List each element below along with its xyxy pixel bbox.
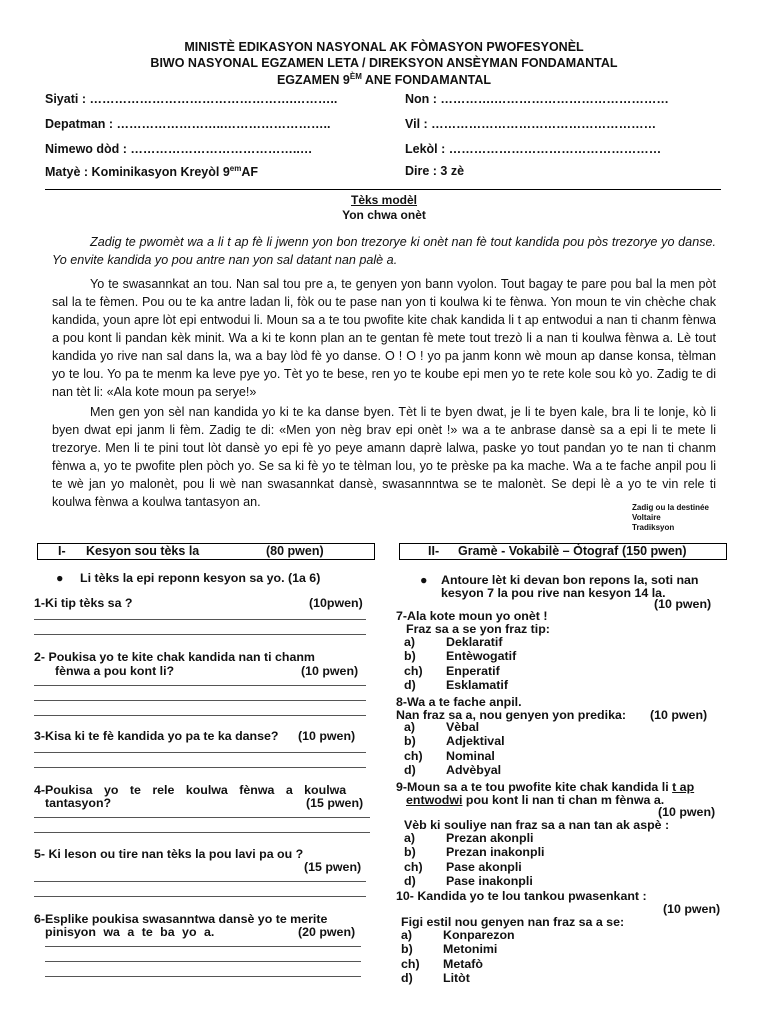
question-1: 1-Ki tip tèks sa ? [34, 596, 133, 610]
exam-title-sup: ÈM [349, 72, 362, 81]
question-8: 8-Wa a te fache anpil. [396, 695, 522, 709]
answer-line[interactable] [34, 832, 370, 833]
answer-line[interactable] [34, 619, 366, 620]
answer-option[interactable] [401, 942, 497, 957]
section-2-title: Gramè - Vokabilè – Òtograf [458, 544, 619, 558]
question-7: 7-Ala kote moun yo onèt ! [396, 609, 548, 623]
question-6-points: (20 pwen) [298, 925, 356, 939]
question-9-points: (10 pwen) [658, 805, 716, 819]
option-label: Esklamatif [446, 677, 508, 692]
option-label: Nominal [446, 748, 495, 763]
option-label: Deklaratif [446, 635, 503, 649]
answer-line[interactable] [34, 817, 370, 818]
option-label: Prezan akonpli [446, 831, 534, 845]
section-1-header [37, 543, 375, 560]
option-label: Konparezon [443, 928, 515, 942]
matye-a: Matyè : Kominikasyon Kreyòl 9 [45, 165, 230, 180]
source-title: Zadig ou la destinée [632, 503, 709, 512]
paragraph-2: Men gen yon sèl nan kandida yo ki te ka danse byen. Tèt li te byen dwat, je li te byen kale, bra li te lonje, kò li byen dwat epi janm li fèm. Zadig te di: «Men yon nèg brav epi onèt !» wa a te anbrase dansè sa a epi li te mete li trezorye. Men li te pini tout lòt dansè yo epi fè yo peye amann daprè lalwa, paske yo tout pandan yo te nan ti chanm fènwa a, yo te pwofite plen pòch yo. Se sa ki fè yo te tèlman lou, yo te prèske pa ka mache. Wa a te fache anpil pou li te wè jan yo malonèt, pou li wè nan swasannkat dansè, swasannntwa se te malonèt. Se depi lè a yo te vin rele ti koulwa fènwa a koulwa tantasyon an. [52, 405, 716, 509]
question-4: 4-Poukisa yo te rele koulwa fènwa a koulwa [34, 783, 347, 797]
option-letter: b) [404, 649, 416, 664]
answer-option[interactable] [404, 845, 544, 860]
paragraph-1: Yo te swasannkat an tou. Nan sal tou pre a, te genyen yon bann vyolon. Tout bagay te pare pou bal la men pòt sal la te fèmen. Pou ou te ka antre ladan li, fòk ou te pase nan yon ti koulwa ki te fènwa. Yon moun te vin chèche chak kandida, youn apre lòt epi entwodui li. Moun sa a te tou pwofite kite chak kandida li t ap entwodui a nan ti chanm fènwa a pou kont li pandan kèk minit. Wa a ki te konn plan an te gentan fè mete tout trezò li a nan ti koulwa fènwa a. Lè tout kandida yo rive nan sal dans la, wa a bay lòd fè yo danse. O ! O ! yo pa janm konn wè moun ap danse konsa, tèlman yo te lou. Yo pa te menm ka leve pye yo. Tèt yo te bese, ren yo te koube epi men yo te rete kole sou kò yo. Zadig te di nan tèt li: «Ala kote moun pa serye!» [52, 277, 716, 399]
option-letter: a) [404, 720, 416, 734]
option-letter: ch) [404, 859, 423, 874]
answer-line[interactable] [34, 685, 366, 686]
answer-line[interactable] [45, 961, 361, 962]
answer-option[interactable] [401, 928, 515, 943]
question-2: 2- Poukisa yo te kite chak kandida nan ti chanm [34, 650, 315, 664]
option-letter: b) [401, 942, 413, 957]
matye-sup: em [229, 164, 242, 173]
option-label: Metafò [443, 956, 483, 971]
question-6-cont: pinisyon wa a te ba yo a. [45, 925, 215, 939]
question-9-underlined-2: entwodwi [406, 793, 463, 807]
source-author: Voltaire [632, 513, 661, 522]
section-2-instruction-points: (10 pwen) [654, 597, 712, 611]
exam-title [0, 72, 768, 87]
section-1-num: I- [58, 544, 66, 558]
section-2-header [399, 543, 727, 560]
option-letter: d) [401, 970, 413, 985]
option-label: Litòt [443, 970, 470, 985]
option-letter: d) [404, 873, 416, 888]
option-label: Vèbal [446, 720, 480, 734]
question-3: 3-Kisa ki te fè kandida yo pa te ka danse? [34, 729, 279, 743]
field-dire: Dire : 3 zè [405, 164, 465, 178]
option-label: Metonimi [443, 942, 498, 957]
section-2-num: II- [428, 544, 440, 558]
answer-option[interactable] [404, 860, 522, 875]
bullet-icon: ● [420, 573, 428, 587]
answer-line[interactable] [45, 976, 361, 977]
answer-option[interactable] [401, 957, 483, 972]
answer-line[interactable] [34, 700, 366, 701]
section-1-instruction [56, 571, 320, 586]
section-2-instruction-cont: kesyon 7 la pou rive nan kesyon 14 la. [441, 586, 666, 600]
question-10: 10- Kandida yo te lou tankou pwasenkant : [396, 889, 647, 903]
field-siyati[interactable]: Siyati : ………………………………………….……….. [45, 92, 338, 106]
answer-option[interactable] [404, 763, 501, 778]
question-9-sub: Vèb ki souliye nan fraz sa a nan tan ak aspè : [404, 818, 670, 832]
option-letter: ch) [401, 956, 420, 971]
instruction-text-a: Antoure lèt ki devan bon repons la, soti nan [441, 573, 699, 587]
option-letter: ch) [404, 663, 423, 678]
answer-line[interactable] [34, 881, 366, 882]
question-1-points: (10pwen) [309, 596, 363, 610]
option-letter: a) [401, 928, 413, 942]
question-2-points: (10 pwen) [301, 664, 359, 678]
question-8-points: (10 pwen) [650, 708, 708, 722]
option-label: Enperatif [446, 663, 500, 678]
option-letter: d) [404, 762, 416, 777]
intro-paragraph: Zadig te pwomèt wa a li t ap fè li jwenn yon bon trezorye ki onèt nan fè tout kandida pou pòs trezorye yo danse. Yo envite kandida yo pou antre nan yon sal datant nan palè a. [52, 235, 716, 267]
answer-option[interactable] [404, 649, 516, 664]
question-2-cont: fènwa a pou kont li? [55, 664, 175, 678]
option-letter: a) [404, 831, 416, 845]
option-letter: d) [404, 677, 416, 692]
section-1-points: (80 pwen) [266, 544, 324, 558]
answer-option[interactable] [404, 635, 502, 650]
answer-option[interactable] [404, 734, 505, 749]
ministry-title: MINISTÈ EDIKASYON NASYONAL AK FÒMASYON PWOFESYONÈL [184, 40, 584, 54]
instruction-text: Li tèks la epi reponn kesyon sa yo. (1a 6) [80, 571, 321, 585]
question-4-cont: tantasyon? [45, 796, 112, 810]
answer-option[interactable] [404, 831, 533, 846]
bullet-icon: ● [56, 571, 64, 585]
field-nimewo-dod[interactable]: Nimewo dòd : …………………………………..… [45, 142, 313, 156]
answer-line[interactable] [34, 752, 366, 753]
question-3-points: (10 pwen) [298, 729, 356, 743]
section-1-title: Kesyon sou tèks la [86, 544, 200, 558]
question-10-points: (10 pwen) [663, 902, 721, 916]
field-lekol[interactable]: Lekòl : …………………………………………… [405, 142, 662, 156]
option-label: Pase inakonpli [446, 873, 533, 888]
question-9-cont [406, 793, 664, 808]
question-10-sub: Figi estil nou genyen nan fraz sa a se: [401, 915, 625, 929]
option-letter: b) [404, 734, 416, 749]
question-5: 5- Ki leson ou tire nan tèks la pou lavi pa ou ? [34, 847, 304, 861]
exam-title-a: EGZAMEN 9 [276, 73, 350, 88]
answer-line[interactable] [45, 946, 361, 947]
answer-option[interactable] [404, 664, 500, 679]
question-9-underlined-1: t ap [672, 780, 695, 794]
question-9-b: pou kont li nan ti chan m fènwa a. [462, 793, 665, 807]
text-title: Tèks modèl [350, 193, 418, 207]
office-title: BIWO NASYONAL EGZAMEN LETA / DIREKSYON ANSÈYMAN FONDAMANTAL [150, 56, 618, 70]
answer-option[interactable] [404, 874, 533, 889]
option-label: Prezan inakonpli [446, 845, 545, 860]
answer-option[interactable] [404, 678, 508, 693]
field-vil[interactable]: Vil : ……………………………………………… [405, 117, 657, 131]
question-7-sub: Fraz sa a se yon fraz tip: [406, 622, 550, 636]
matye-b: AF [241, 165, 259, 180]
answer-option[interactable] [404, 720, 479, 735]
option-label: Entèwogatif [446, 649, 517, 664]
text-subtitle: Yon chwa onèt [342, 208, 426, 222]
field-non[interactable]: Non : ………….…………………………………… [405, 92, 669, 106]
exam-title-b: ANE FONDAMANTAL [361, 73, 492, 88]
option-letter: ch) [404, 748, 423, 763]
question-4-points: (15 pwen) [306, 796, 364, 810]
source-translation: Tradiksyon [632, 523, 675, 532]
field-depatman[interactable]: Depatman : ……………………..…………………….. [45, 117, 331, 131]
option-letter: a) [404, 635, 416, 649]
option-label: Advèbyal [446, 762, 502, 777]
option-label: Pase akonpli [446, 859, 522, 874]
answer-line[interactable] [34, 896, 366, 897]
question-8-sub: Nan fraz sa a, nou genyen yon predika: [396, 708, 626, 722]
option-letter: b) [404, 845, 416, 860]
answer-line[interactable] [34, 767, 366, 768]
option-label: Adjektival [446, 734, 505, 749]
question-9-a: 9-Moun sa a te tou pwofite kite chak kandida li [396, 780, 669, 794]
answer-option[interactable] [401, 971, 470, 986]
answer-line[interactable] [34, 634, 366, 635]
field-matye [45, 164, 258, 179]
header-divider [45, 189, 721, 190]
question-5-points: (15 pwen) [304, 860, 362, 874]
answer-line[interactable] [34, 715, 366, 716]
question-6: 6-Esplike poukisa swasanntwa dansè yo te merite [34, 912, 328, 926]
section-2-points: (150 pwen) [622, 544, 687, 558]
answer-option[interactable] [404, 749, 495, 764]
